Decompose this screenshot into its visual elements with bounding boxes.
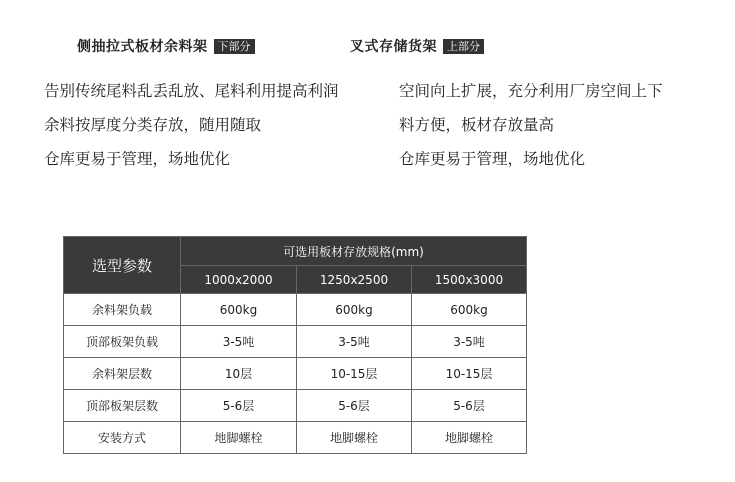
right-line: 仓库更易于管理，场地优化 [399,150,586,168]
table-cell: 3-5吨 [412,326,527,358]
left-heading [77,36,255,56]
size-header: 1250x2500 [297,266,412,294]
left-heading-title: 侧抽拉式板材余料架 [77,39,208,55]
left-paragraph [44,74,339,176]
table-cell: 3-5吨 [297,326,412,358]
left-line: 告别传统尾料乱丢乱放、尾料利用提高利润 [44,82,339,100]
table-corner-header: 选型参数 [64,237,181,294]
row-label: 安装方式 [64,422,181,454]
table-group-header: 可选用板材存放规格(mm) [181,237,527,266]
row-label: 余料架层数 [64,358,181,390]
table-cell: 10-15层 [412,358,527,390]
table-cell: 10-15层 [297,358,412,390]
row-label: 顶部板架负载 [64,326,181,358]
table-row [64,422,527,454]
table-cell: 5-6层 [181,390,297,422]
right-paragraph [399,74,663,176]
size-header: 1000x2000 [181,266,297,294]
right-heading [350,36,484,56]
spec-table [63,236,527,454]
right-line: 空间向上扩展，充分利用厂房空间上下 [399,82,663,100]
right-heading-tag: 上部分 [443,39,484,54]
table-cell: 5-6层 [297,390,412,422]
table-cell: 10层 [181,358,297,390]
right-line: 料方便，板材存放量高 [399,116,555,134]
size-header: 1500x3000 [412,266,527,294]
table-row [64,326,527,358]
table-cell: 3-5吨 [181,326,297,358]
row-label: 顶部板架层数 [64,390,181,422]
table-row [64,358,527,390]
table-row [64,390,527,422]
table-cell: 地脚螺栓 [412,422,527,454]
table-cell: 600kg [297,294,412,326]
table-cell: 5-6层 [412,390,527,422]
left-line: 余料按厚度分类存放，随用随取 [44,116,262,134]
right-heading-title: 叉式存储货架 [350,39,437,55]
table-cell: 600kg [412,294,527,326]
table-cell: 600kg [181,294,297,326]
left-heading-tag: 下部分 [214,39,255,54]
left-line: 仓库更易于管理，场地优化 [44,150,231,168]
table-row [64,294,527,326]
table-cell: 地脚螺栓 [181,422,297,454]
row-label: 余料架负载 [64,294,181,326]
table-cell: 地脚螺栓 [297,422,412,454]
